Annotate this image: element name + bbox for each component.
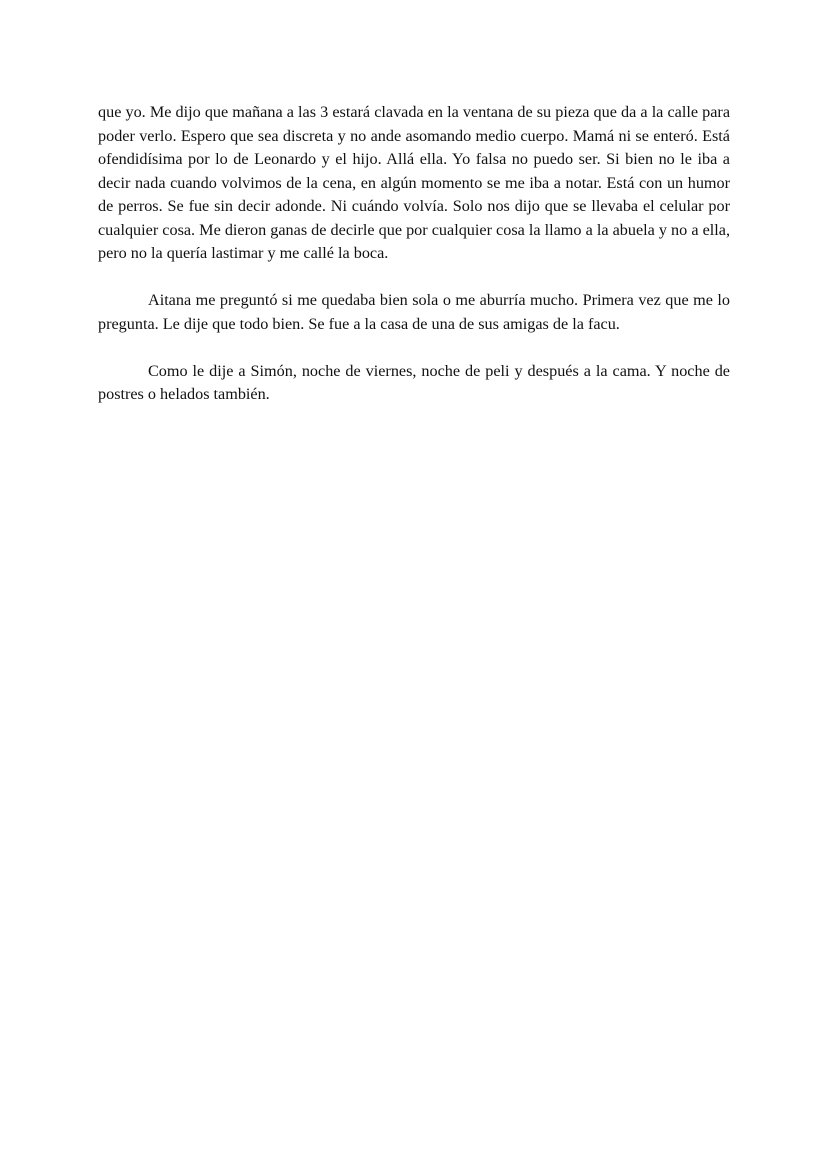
body-text [98, 101, 730, 430]
paragraph-1: que yo. Me dijo que mañana a las 3 estará clavada en la ventana de su pieza que da a la calle para poder verlo. Espero que sea discreta y no ande asomando medio cuerpo. Mamá ni se enteró. Está ofendidísima por lo de Leonardo y el hijo. Allá ella. Yo falsa no puedo ser. Si bien no le iba a decir nada cuando volvimos de la cena, en algún momento se me iba a notar. Está con un humor de perros. Se fue sin decir adonde. Ni cuándo volvía. Solo nos dijo que se llevaba el celular por cualquier cosa. Me dieron ganas de decirle que por cualquier cosa la llamo a la abuela y no a ella, pero no la quería lastimar y me callé la boca. [98, 103, 730, 262]
paragraph-3: Como le dije a Simón, noche de viernes, noche de peli y después a la cama. Y noche de postres o helados también. [98, 361, 730, 403]
paragraph-2: Aitana me preguntó si me quedaba bien sola o me aburría mucho. Primera vez que me lo pregunta. Le dije que todo bien. Se fue a la casa de una de sus amigas de la facu. [98, 291, 730, 333]
